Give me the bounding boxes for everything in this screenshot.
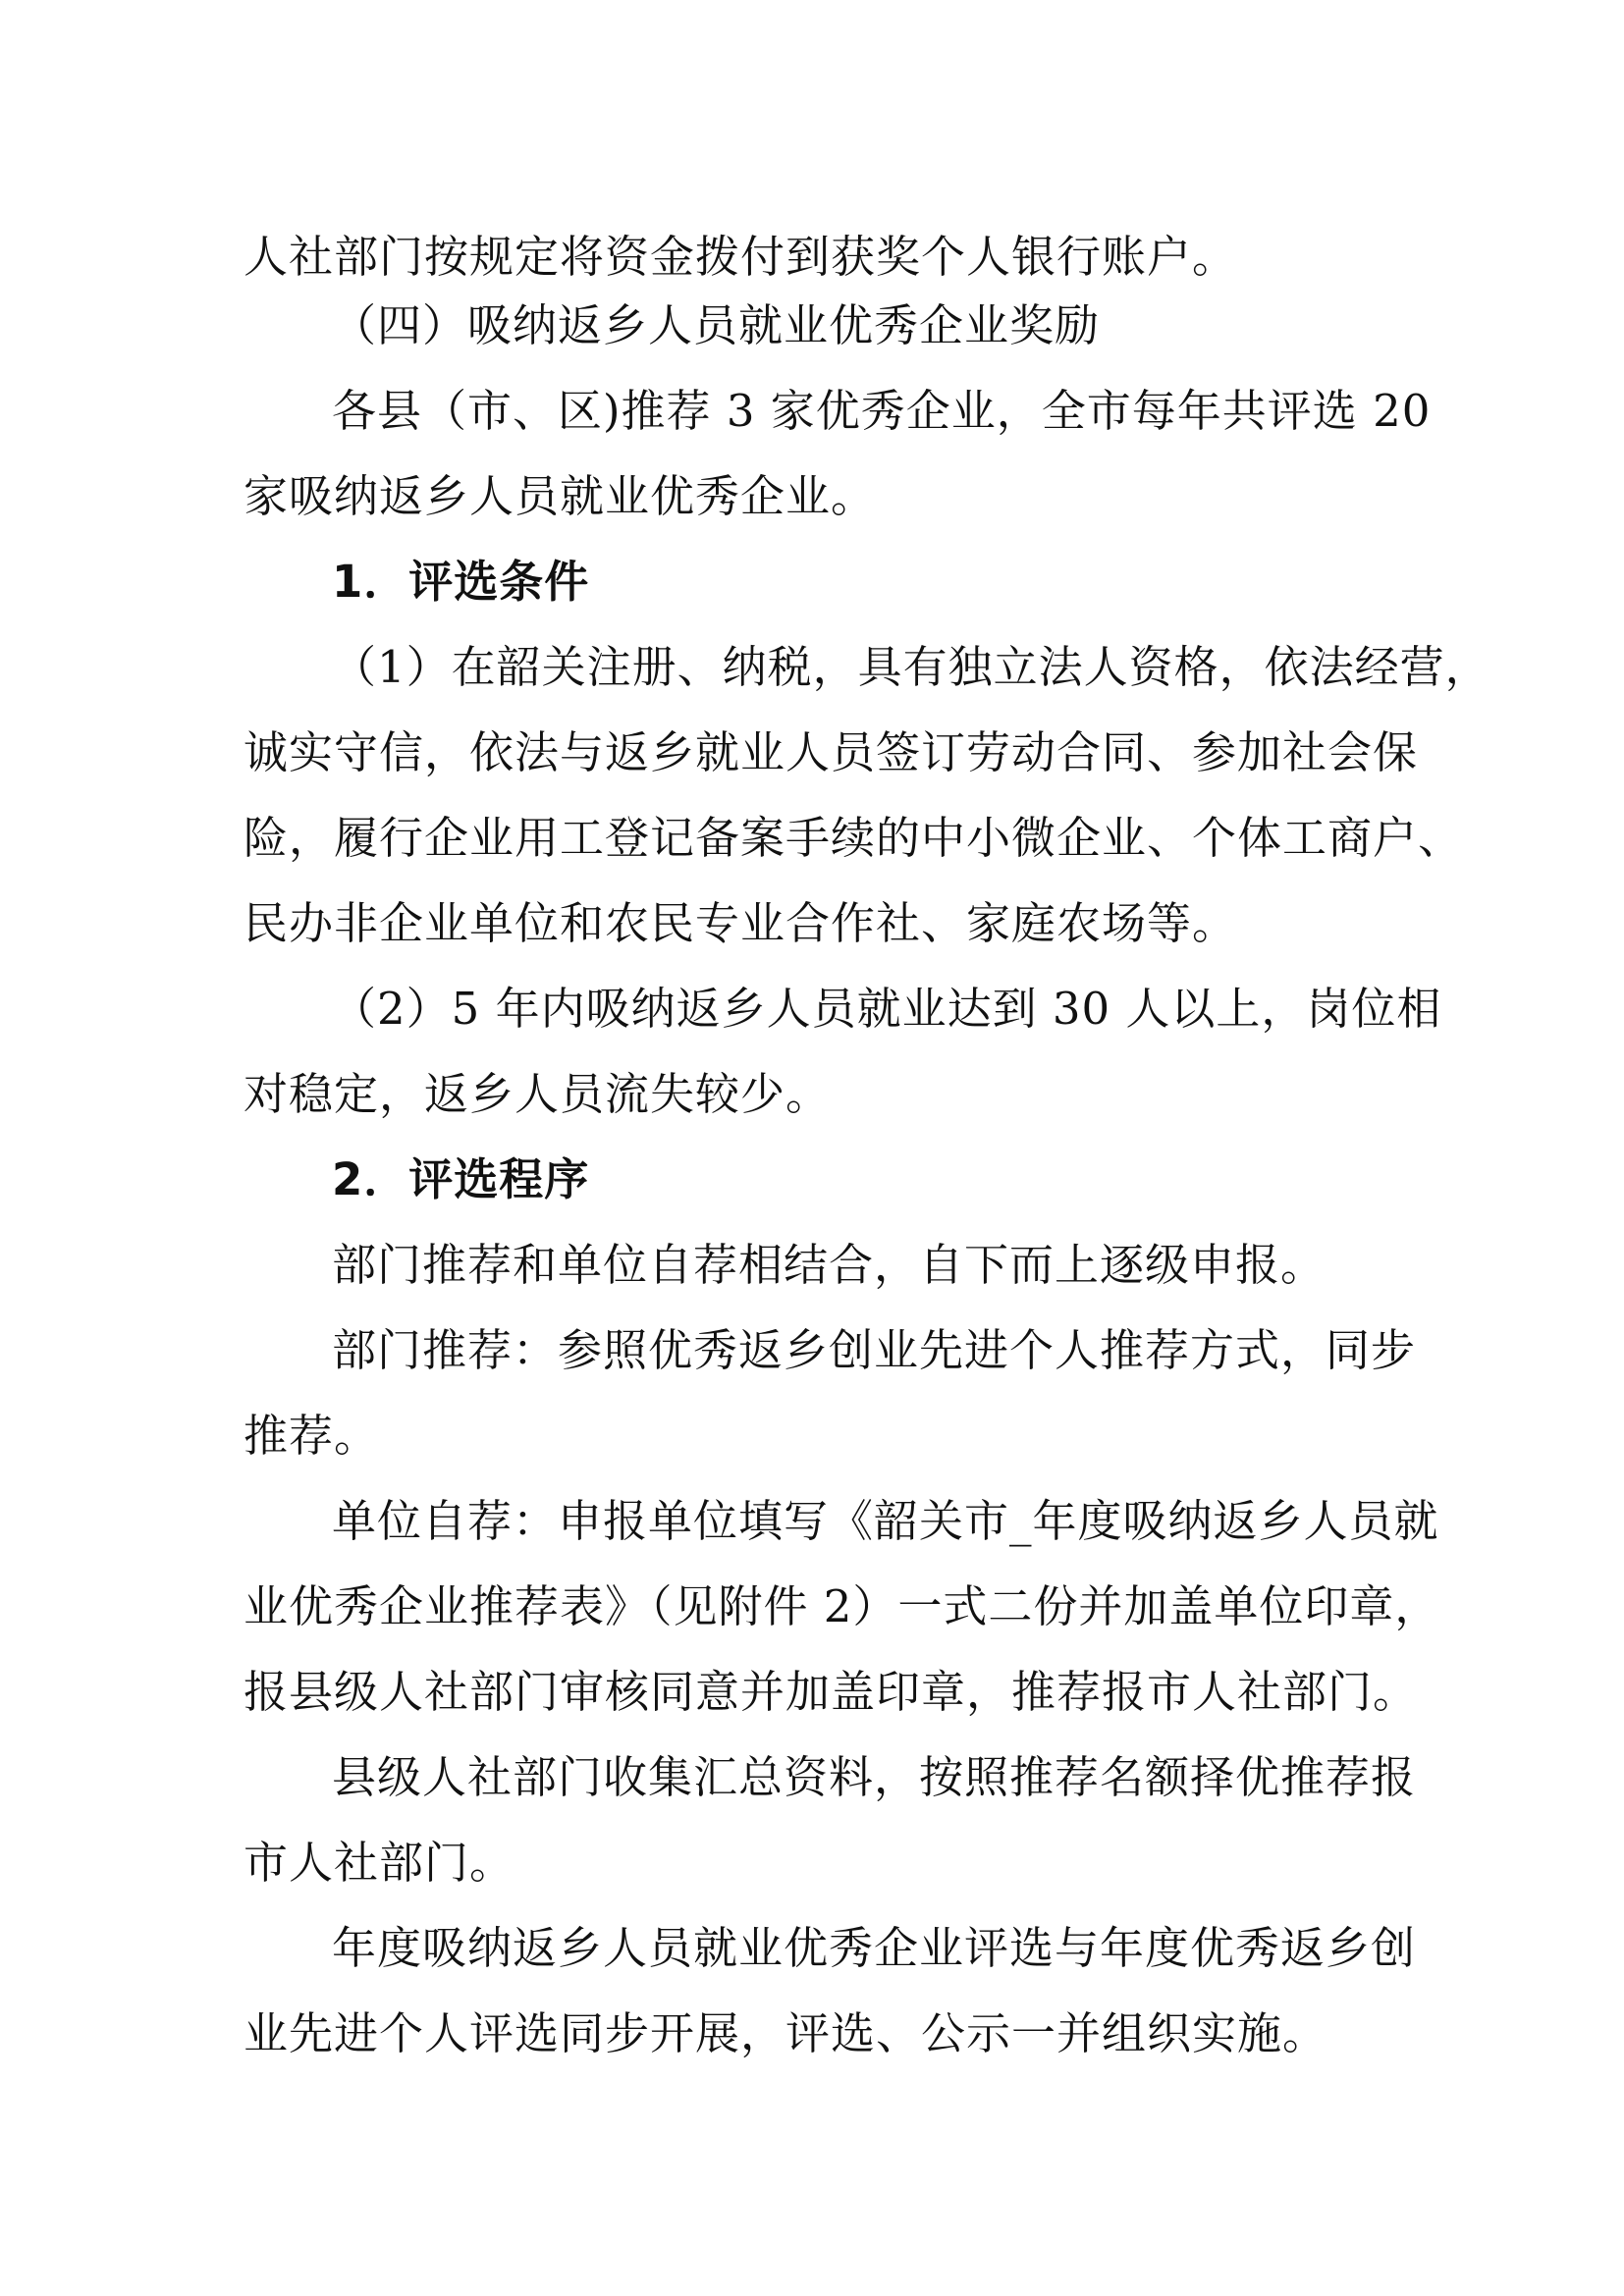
paragraph-line: 报县级人社部门审核同意并加盖印章，推荐报市人社部门。	[244, 1666, 1419, 1718]
paragraph-line: （2）5 年内吸纳返乡人员就业达到 30 人以上，岗位相	[332, 983, 1442, 1035]
paragraph-line: 人社部门按规定将资金拨付到获奖个人银行账户。	[244, 231, 1238, 283]
paragraph-line: 部门推荐和单位自荐相结合，自下而上逐级申报。	[332, 1239, 1326, 1291]
paragraph-line: 各县（市、区)推荐 3 家优秀企业，全市每年共评选 20	[332, 385, 1432, 437]
paragraph-line: 险，履行企业用工登记备案手续的中小微企业、个体工商户、	[244, 812, 1464, 864]
subsection-heading: 2．评选程序	[332, 1153, 590, 1205]
section-heading: （四）吸纳返乡人员就业优秀企业奖励	[332, 299, 1101, 351]
paragraph-line: 部门推荐：参照优秀返乡创业先进个人推荐方式，同步	[332, 1324, 1417, 1376]
paragraph-line: 诚实守信，依法与返乡就业人员签订劳动合同、参加社会保	[244, 726, 1419, 778]
subsection-heading: 1．评选条件	[332, 556, 590, 608]
paragraph-line: 单位自荐：申报单位填写《韶关市_年度吸纳返乡人员就	[332, 1495, 1439, 1547]
paragraph-line: 家吸纳返乡人员就业优秀企业。	[244, 470, 877, 522]
paragraph-line: 业先进个人评选同步开展，评选、公示一并组织实施。	[244, 2007, 1328, 2059]
paragraph-line: 业优秀企业推荐表》（见附件 2）一式二份并加盖单位印章，	[244, 1580, 1440, 1632]
paragraph-line: 市人社部门。	[244, 1837, 515, 1889]
paragraph-line: 县级人社部门收集汇总资料，按照推荐名额择优推荐报	[332, 1751, 1417, 1803]
paragraph-line: 民办非企业单位和农民专业合作社、家庭农场等。	[244, 897, 1238, 949]
paragraph-line: 对稳定，返乡人员流失较少。	[244, 1068, 832, 1120]
paragraph-line: 年度吸纳返乡人员就业优秀企业评选与年度优秀返乡创	[332, 1922, 1417, 1974]
paragraph-line: 推荐。	[244, 1410, 380, 1462]
paragraph-line: （1）在韶关注册、纳税，具有独立法人资格，依法经营，	[332, 641, 1490, 693]
